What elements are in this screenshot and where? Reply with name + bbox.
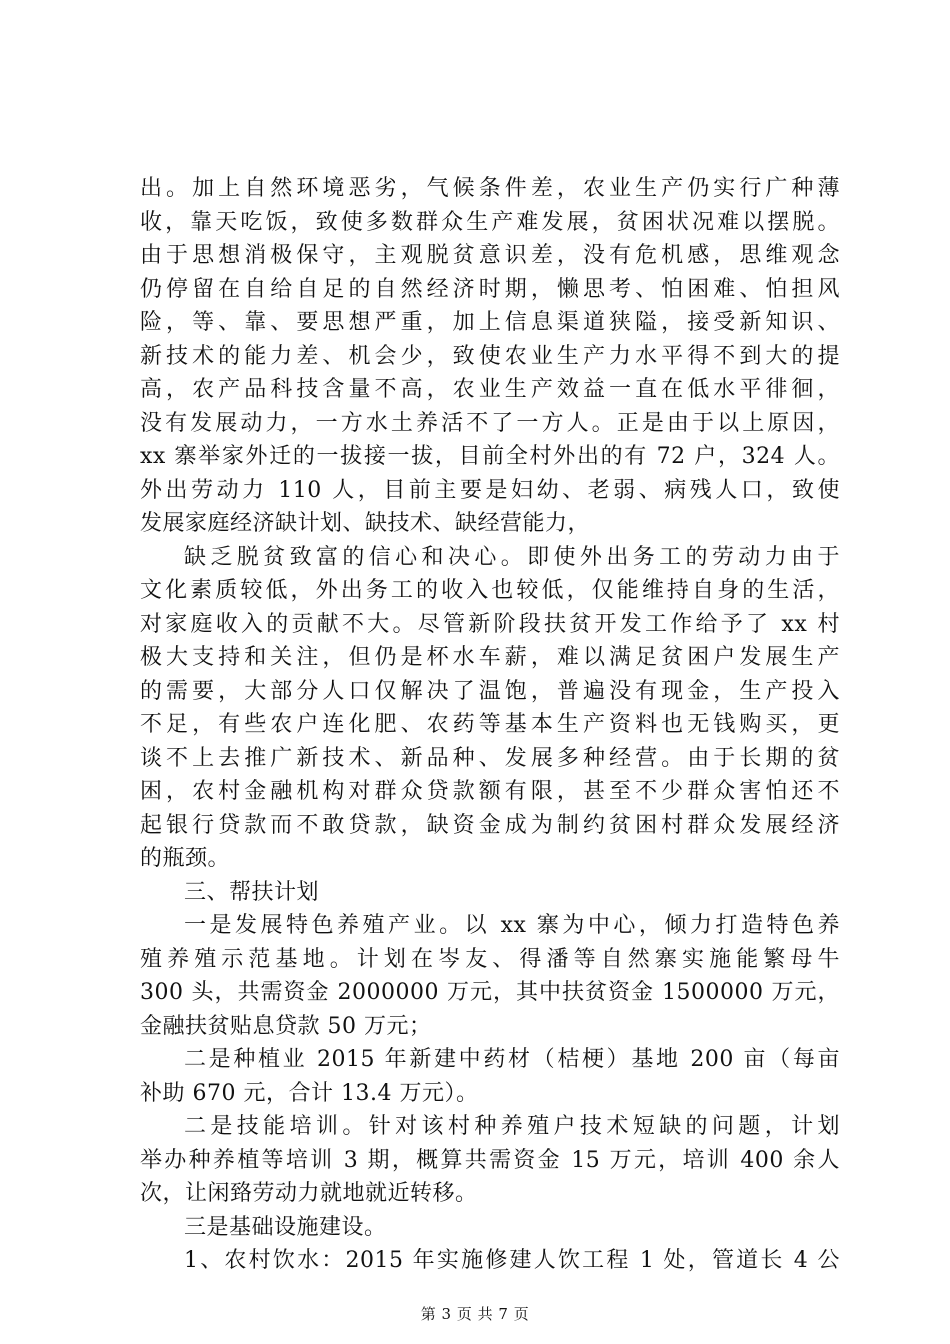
paragraph-start-line: 缺乏脱贫致富的信心和决心。即使外出务工的劳动力由于 (184, 544, 840, 570)
paragraph-start-line: 二是种植业 2015 年新建中药材（桔梗）基地 200 亩（每亩 (184, 1047, 840, 1072)
page-footer: 第 3 页 共 7 页 (420, 1305, 530, 1323)
paragraph-start-line: 一是发展特色养殖产业。以 xx 寨为中心，倾力打造特色养 (184, 913, 840, 938)
text-line: 险，等、靠、要思想严重，加上信息渠道狭隘，接受新知识、 (140, 310, 840, 335)
paragraph-start-line: 1、农村饮水：2015 年实施修建人饮工程 1 处，管道长 4 公 (184, 1248, 840, 1273)
text-line: 金融扶贫贴息贷款 50 万元； (140, 1013, 432, 1039)
text-line: 不足，有些农户连化肥、农药等基本生产资料也无钱购买，更 (140, 712, 840, 737)
text-line: 极大支持和关注，但仍是杯水车薪，难以满足贫困户发展生产 (140, 645, 840, 670)
text-line: 高，农产品科技含量不高，农业生产效益一直在低水平徘徊， (140, 377, 840, 402)
text-line: 由于思想消极保守，主观脱贫意识差，没有危机感，思维观念 (140, 243, 840, 268)
text-line: 补助 670 元，合计 13.4 万元）。 (140, 1080, 479, 1106)
paragraph-start-line: 二是技能培训。针对该村种养殖户技术短缺的问题，计划 (184, 1114, 840, 1139)
text-line: 次，让闲臵劳动力就地就近转移。 (140, 1181, 478, 1206)
text-line: 外出劳动力 110 人，目前主要是妇幼、老弱、病残人口，致使 (140, 477, 840, 503)
text-line: 300 头，共需资金 2000000 万元，其中扶贫资金 1500000 万元， (140, 980, 840, 1005)
text-line: 的瓶颈。 (140, 846, 231, 871)
text-line: 没有发展动力，一方水土养活不了一方人。正是由于以上原因， (140, 410, 840, 436)
body-text (140, 172, 840, 1278)
text-line: 发展家庭经济缺计划、缺技术、缺经营能力， (140, 511, 591, 536)
text-line: 谈不上去推广新技术、新品种、发展多种经营。由于长期的贫 (140, 745, 840, 771)
text-line: 的需要，大部分人口仅解决了温饱，普遍没有现金，生产投入 (140, 678, 840, 704)
text-line: 文化素质较低，外出务工的收入也较低，仅能维持自身的生活， (140, 578, 840, 603)
text-line: xx 寨举家外迁的一拔接一拔，目前全村外出的有 72 户，324 人。 (140, 444, 840, 469)
text-line: 举办种养植等培训 3 期，概算共需资金 15 万元，培训 400 余人 (140, 1147, 840, 1173)
text-line: 困，农村金融机构对群众贷款额有限，甚至不少群众害怕还不 (140, 779, 840, 804)
text-line: 仍停留在自给自足的自然经济时期，懒思考、怕困难、怕担风 (140, 276, 840, 302)
paragraph-start-line: 三是基础设施建设。 (184, 1214, 387, 1240)
text-line: 起银行贷款而不敢贷款，缺资金成为制约贫困村群众发展经济 (140, 812, 840, 838)
text-line: 出。加上自然环境恶劣，气候条件差，农业生产仍实行广种薄 (140, 176, 840, 201)
text-line: 殖养殖示范基地。计划在岑友、得潘等自然寨实施能繁母牛 (140, 946, 840, 972)
text-line: 新技术的能力差、机会少，致使农业生产力水平得不到大的提 (140, 343, 840, 369)
text-line: 收，靠天吃饭，致使多数群众生产难发展，贫困状况难以摆脱。 (140, 209, 840, 235)
text-line: 对家庭收入的贡献不大。尽管新阶段扶贫开发工作给予了 xx 村 (140, 611, 840, 637)
section-heading: 三、帮扶计划 (184, 879, 320, 905)
